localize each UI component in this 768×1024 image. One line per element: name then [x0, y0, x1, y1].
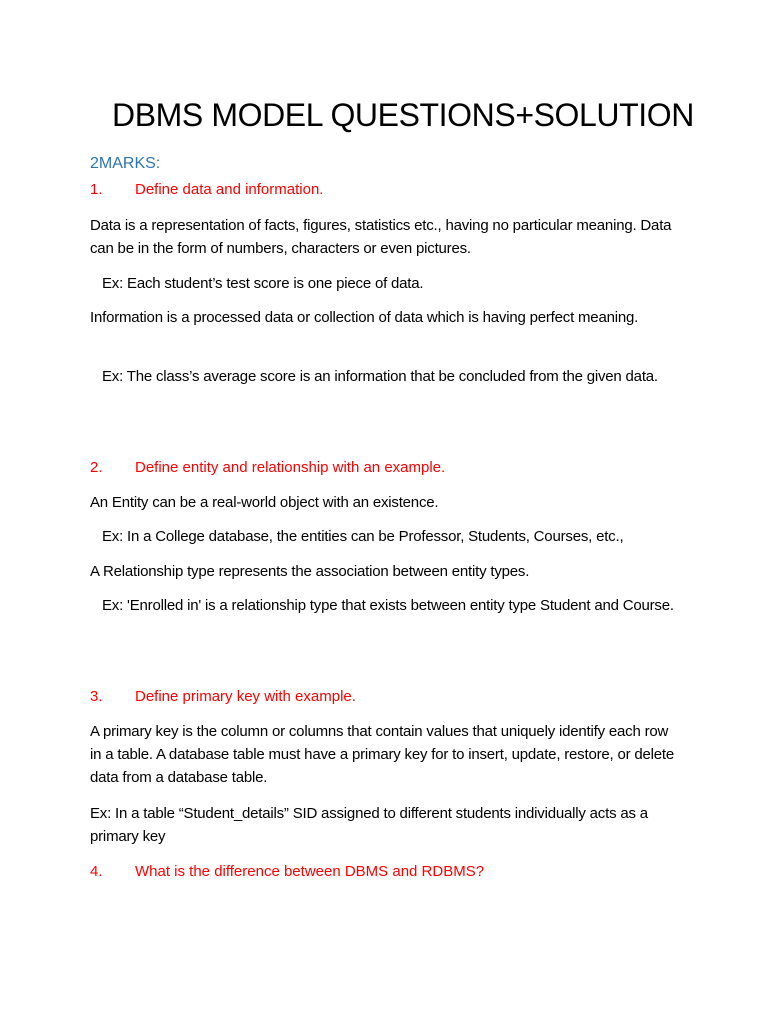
question-number: 2. [90, 459, 103, 476]
question-text: What is the difference between DBMS and RDBMS? [135, 863, 485, 880]
document-title: DBMS MODEL QUESTIONS+SOLUTION [112, 97, 694, 133]
answer-example: Ex: Each student’s test score is one piece of data. [102, 275, 424, 292]
question-1 [90, 180, 323, 200]
section-heading: 2MARKS: [90, 155, 161, 172]
answer-example: Ex: 'Enrolled in' is a relationship type that exists between entity type Student and Course. [102, 597, 674, 614]
answer-example: Ex: The class’s average score is an information that be concluded from the given data. [102, 368, 658, 385]
question-3 [90, 687, 356, 707]
answer-paragraph: Information is a processed data or collection of data which is having perfect meaning. [90, 309, 639, 326]
question-2 [90, 458, 445, 478]
question-number: 3. [90, 688, 103, 705]
answer-paragraph: A Relationship type represents the association between entity types. [90, 563, 530, 580]
answer-paragraph: An Entity can be a real-world object with an existence. [90, 494, 439, 511]
question-4 [90, 862, 484, 882]
question-text: Define entity and relationship with an example. [135, 459, 446, 476]
question-text: Define primary key with example. [135, 688, 356, 705]
answer-paragraph: Data is a representation of facts, figures, statistics etc., having no particular meaning. Data can be in the form of numbers, characters or even pictures. [90, 217, 672, 257]
answer-example: Ex: In a College database, the entities can be Professor, Students, Courses, etc., [102, 528, 624, 545]
question-number: 4. [90, 863, 103, 880]
answer-example: Ex: In a table “Student_details” SID assigned to different students individually acts as a primary key [90, 805, 648, 845]
question-text: Define data and information. [135, 181, 324, 198]
answer-paragraph: A primary key is the column or columns that contain values that uniquely identify each row in a table. A database table must have a primary key for to insert, update, restore, or delete data from a database table. [90, 723, 675, 786]
question-number: 1. [90, 181, 103, 198]
